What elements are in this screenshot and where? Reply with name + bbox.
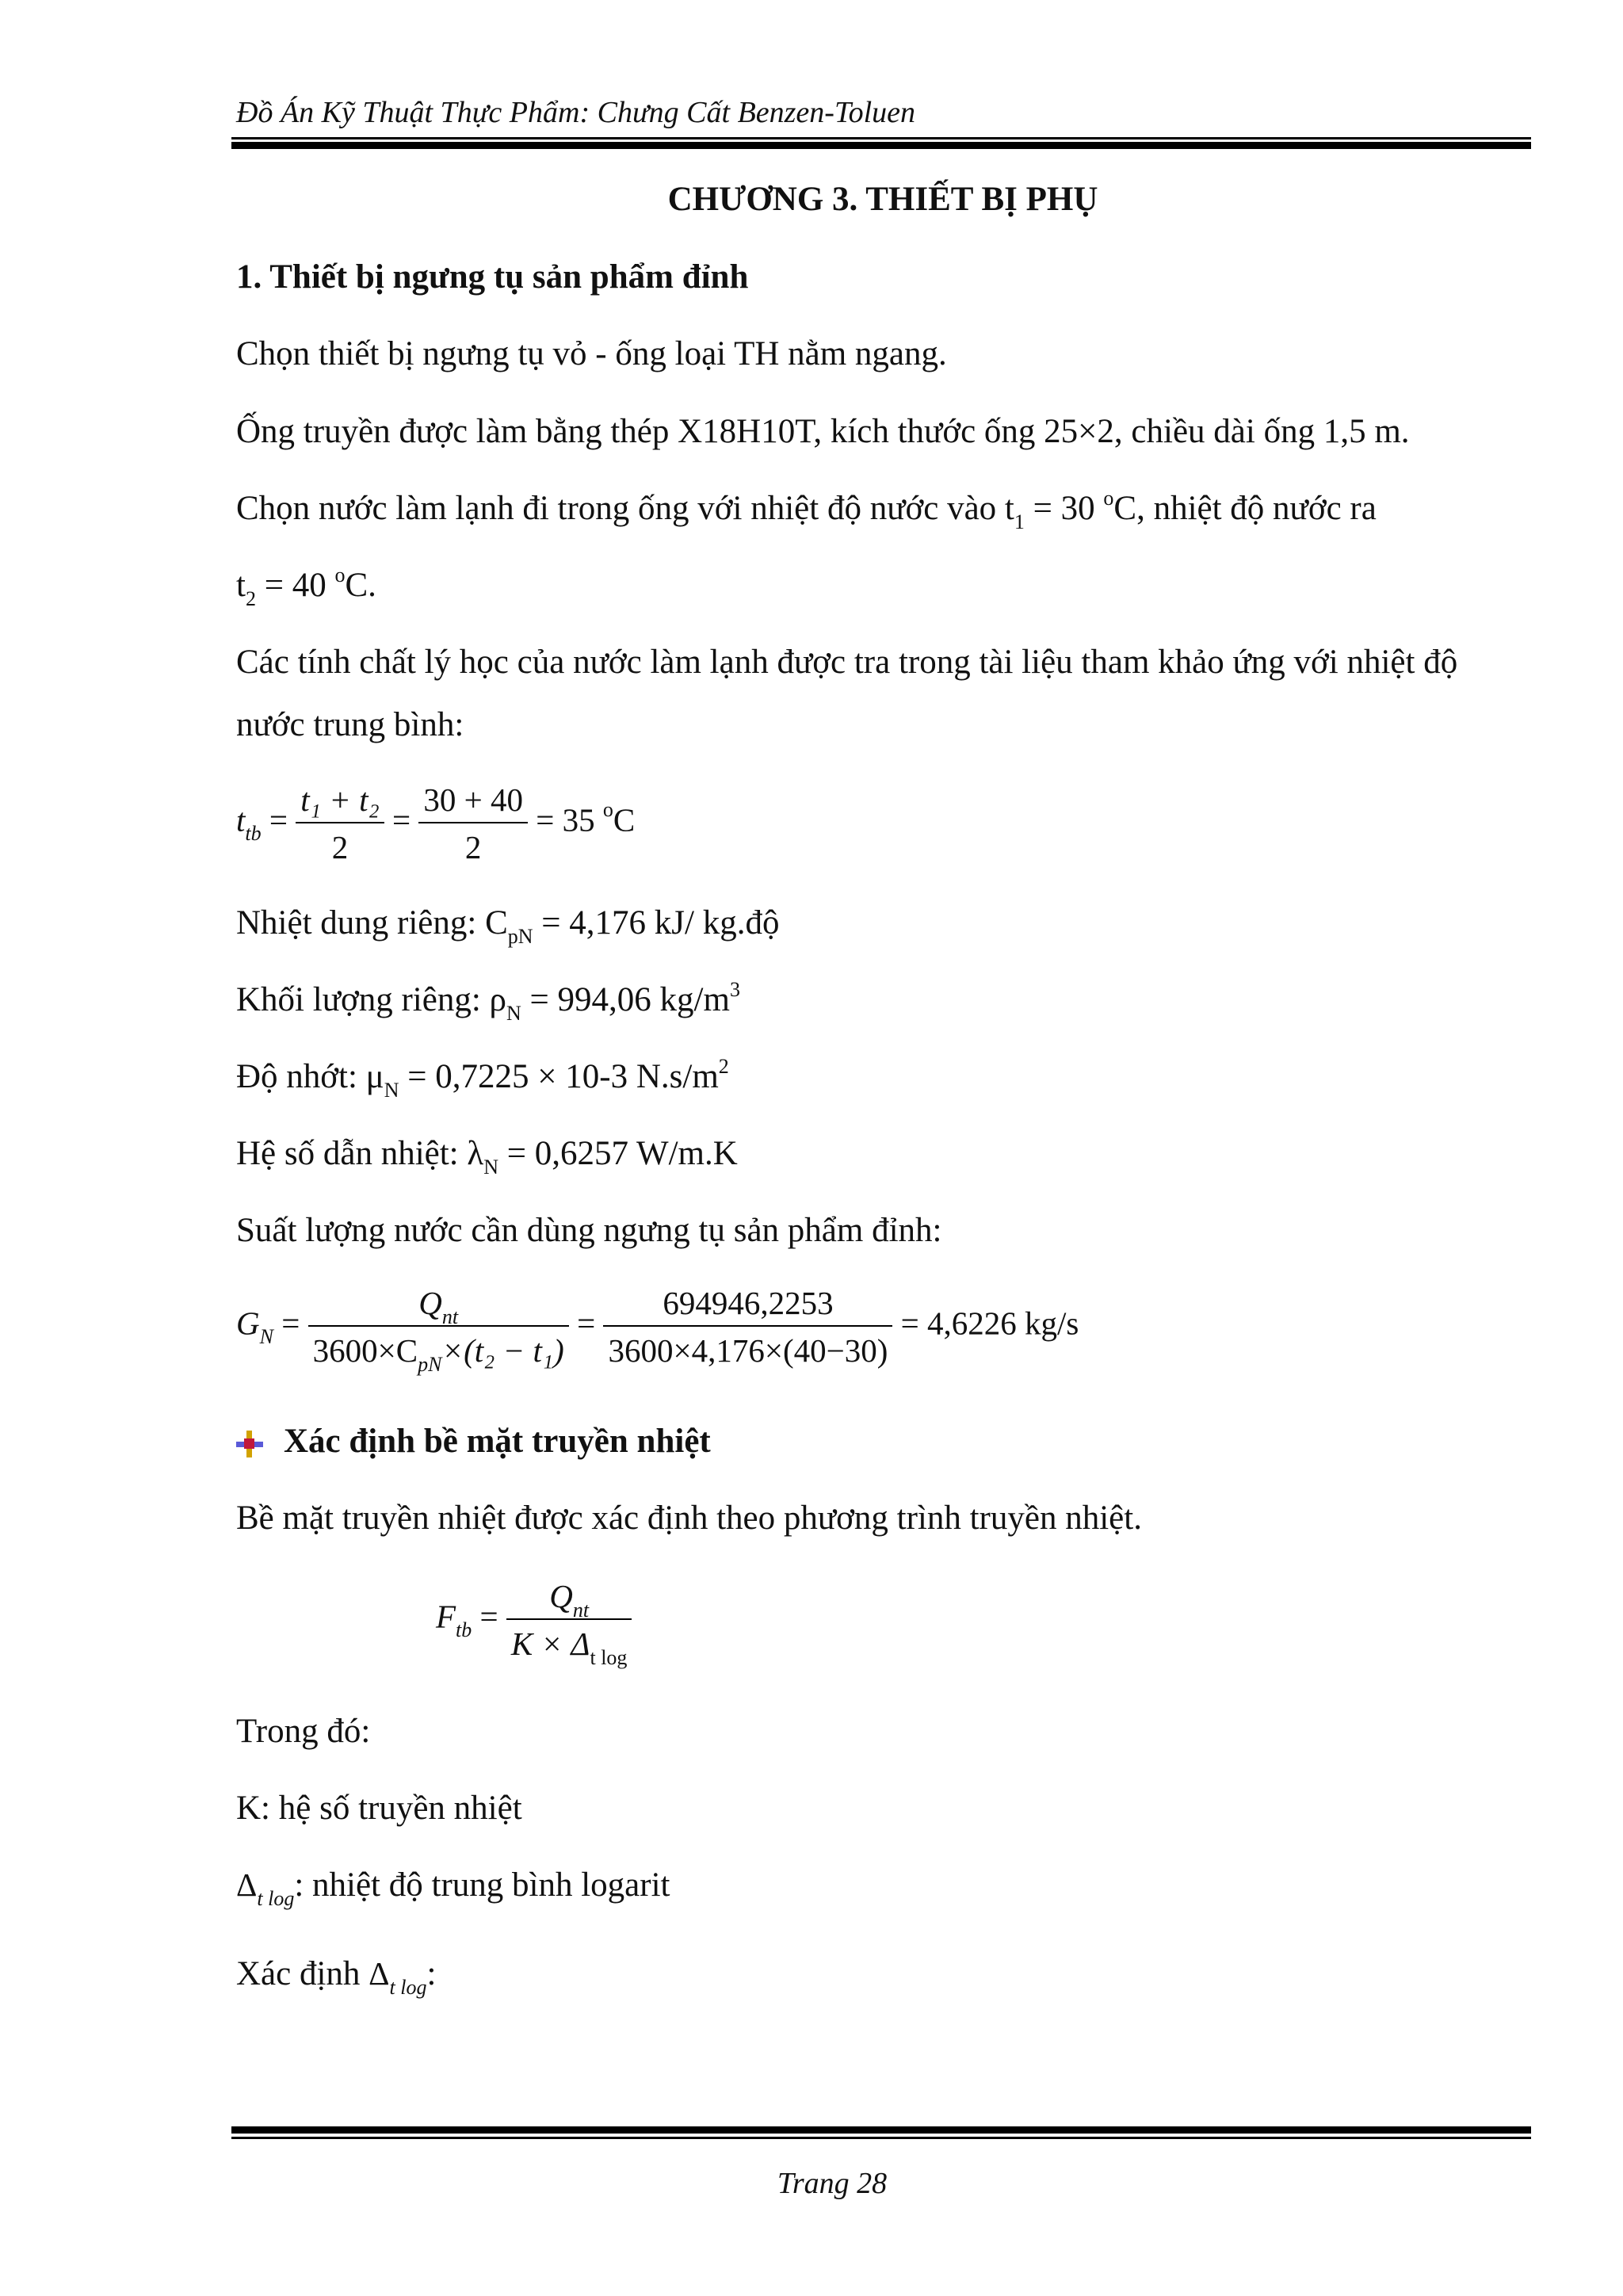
fraction-t1-t2: $\frac{\text{t₁ + t₂}}{2}$ bbox=[296, 781, 384, 866]
definition-delta-tlog: $\Delta_{t log}$: nhiệt độ trung bình logarit bbox=[236, 1866, 670, 1910]
paragraph-cooling-water: Chọn nước làm lạnh đi trong ống với nhiệt độ nước vào $t_1 = 30$ $^o$C, nhiệt độ nước ra bbox=[236, 487, 1377, 533]
paragraph-properties-intro-line2: nước trung bình: bbox=[236, 706, 464, 743]
equation-mean-temperature: $t_{tb}$ = $\frac{\text{t₁ + t₂}}{2}$ = $\frac{30 + 40}{2}$ = 35 $^o$C bbox=[236, 781, 636, 865]
property-viscosity: Độ nhớt: $\mu_N = 0,7225 \times 10-3$ $N.s/m^2$ bbox=[236, 1055, 729, 1102]
equation-water-flow-rate: $G_N$ = $\frac{Q_{nt}}{3600\times C_{pN}\times(t_2 - t_1)}$ = $\frac{694946,2253}{3600\times 4,176\times(40-30)}$ = 4,6226 kg/s bbox=[236, 1285, 1079, 1376]
plus-bullet-icon bbox=[236, 1431, 263, 1457]
page-header-title: Đồ Án Kỹ Thuật Thực Phẩm: Chưng Cất Benzen-Toluen bbox=[236, 96, 916, 129]
chapter-title: CHƯƠNG 3. THIẾT BỊ PHỤ bbox=[667, 181, 1098, 218]
paragraph-surface-equation: Bề mặt truyền nhiệt được xác định theo phương trình truyền nhiệt. bbox=[236, 1499, 1142, 1537]
paragraph-outlet-temp: $t_2 = 40$ $^o$C. bbox=[236, 563, 376, 610]
header-rule-thick bbox=[231, 142, 1531, 149]
footer-rule-thin bbox=[231, 2137, 1531, 2139]
header-rule-thin bbox=[231, 137, 1531, 139]
paragraph-where: Trong đó: bbox=[236, 1713, 371, 1750]
fraction-30-40: $\frac{30 + 40}{2}$ bbox=[418, 781, 528, 866]
section-title: 1. Thiết bị ngưng tụ sản phẩm đỉnh bbox=[236, 258, 749, 296]
property-density: Khối lượng riêng: $\rho_N = 994,06$ $kg/m^3$ bbox=[236, 978, 740, 1025]
paragraph-properties-intro-line1: Các tính chất lý học của nước làm lạnh được tra trong tài liệu tham khảo ứng với nhiệt độ bbox=[236, 644, 1458, 681]
page-number: Trang 28 bbox=[777, 2167, 888, 2200]
paragraph-tube-material: Ống truyền được làm bằng thép X18H10T, kích thước ống 25×2, chiều dài ống 1,5 m. bbox=[236, 413, 1410, 450]
footer-rule-thick bbox=[231, 2126, 1531, 2134]
fraction-qnt-k-delta: $\frac{Q_{nt}}{K \times \Delta_{t log}}$ bbox=[506, 1577, 632, 1663]
subsection-heading: Xác định bề mặt truyền nhiệt bbox=[236, 1422, 711, 1461]
paragraph-water-flow: Suất lượng nước cần dùng ngưng tụ sản phẩm đỉnh: bbox=[236, 1212, 942, 1249]
fraction-qnt-general: $\frac{Q_{nt}}{3600\times C_{pN}\times(t_2 - t_1)}$ bbox=[308, 1284, 569, 1370]
property-thermal-conductivity: Hệ số dẫn nhiệt: $\lambda_N = 0,6257$ W/m.K bbox=[236, 1135, 738, 1179]
paragraph-determine-delta: Xác định $\Delta_{t log}$: bbox=[236, 1955, 437, 1999]
definition-k: K: hệ số truyền nhiệt bbox=[236, 1790, 522, 1827]
paragraph-condenser-choice: Chọn thiết bị ngưng tụ vỏ - ống loại TH nằm ngang. bbox=[236, 335, 947, 372]
property-specific-heat: Nhiệt dung riêng: $C_{pN} = 4,176$ kJ/ kg.độ bbox=[236, 904, 780, 948]
fraction-numeric: $\frac{694946,2253}{3600\times 4,176\times(40-30)}$ bbox=[603, 1284, 892, 1370]
equation-heat-transfer-area: $F_{tb}$ = $\frac{Q_{nt}}{K \times \Delta_{t log}}$ bbox=[436, 1577, 632, 1663]
